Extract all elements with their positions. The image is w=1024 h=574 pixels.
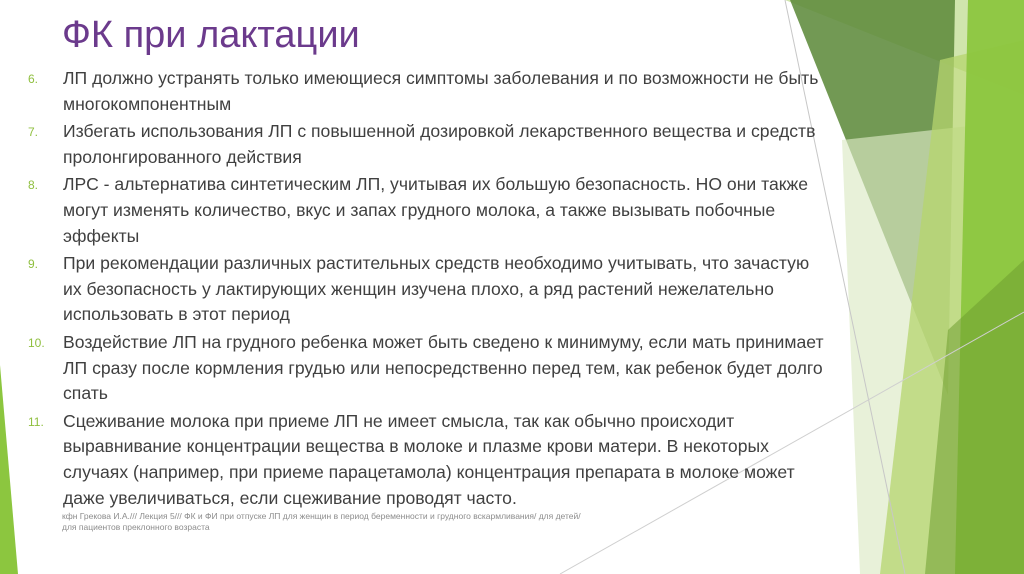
list-item-number: 9. — [28, 257, 39, 272]
list-item-text: При рекомендации различных растительных средств необходимо учитывать, что зачастую их безопасность у лактирующих женщин изучена плохо, а ряд растений нежелательно использовать в этот период — [63, 253, 810, 325]
list-item-text: ЛП должно устранять только имеющиеся симптомы заболевания и по возможности не быть многокомпонентным — [63, 68, 819, 114]
list-item — [28, 251, 828, 328]
list-item-number: 11. — [28, 414, 44, 429]
list-item-text: Воздействие ЛП на грудного ребенка может быть сведено к минимуму, если мать принимает ЛП сразу после кормления грудью или непосредственно перед тем, как ребенок будет долго спать — [63, 331, 824, 404]
list-item — [28, 172, 828, 249]
list-item — [28, 409, 828, 511]
decor-triangle-left — [0, 365, 18, 574]
list-item — [28, 330, 828, 407]
list-item-text: ЛРС - альтернатива синтетическим ЛП, учитывая их большую безопасность. НО они также могут изменять количество, вкус и запах грудного молока, а также вызывать побочные эффекты — [63, 174, 809, 246]
list-item-number: 6. — [28, 72, 39, 86]
list-item-number: 10. — [28, 335, 45, 350]
list-item-number: 7. — [28, 125, 39, 140]
slide-footer: кфн Грекова И.А./// Лекция 5/// ФК и ФИ при отпуске ЛП для женщин в период беременности и грудного вскармливания/ для детей/ для пациентов преклонного возраста — [62, 511, 581, 532]
list-item-text: Сцеживание молока при приеме ЛП не имеет смысла, так как обычно происходит выравнивание концентрации вещества в молоке и плазме крови матери. В некоторых случаях (например, при приеме парацетамола) концентрация препарата в молоке может даже увеличиваться, если сцеживание проводят часто. — [63, 410, 795, 508]
list-item-text: Избегать использования ЛП с повышенной дозировкой лекарственного вещества и средств пролонгированного действия — [63, 121, 816, 167]
slide-title: ФК при лактации — [62, 14, 360, 56]
list-item-number: 8. — [28, 178, 39, 193]
list-item — [28, 119, 828, 170]
list-item — [28, 66, 828, 117]
numbered-list — [28, 66, 828, 513]
